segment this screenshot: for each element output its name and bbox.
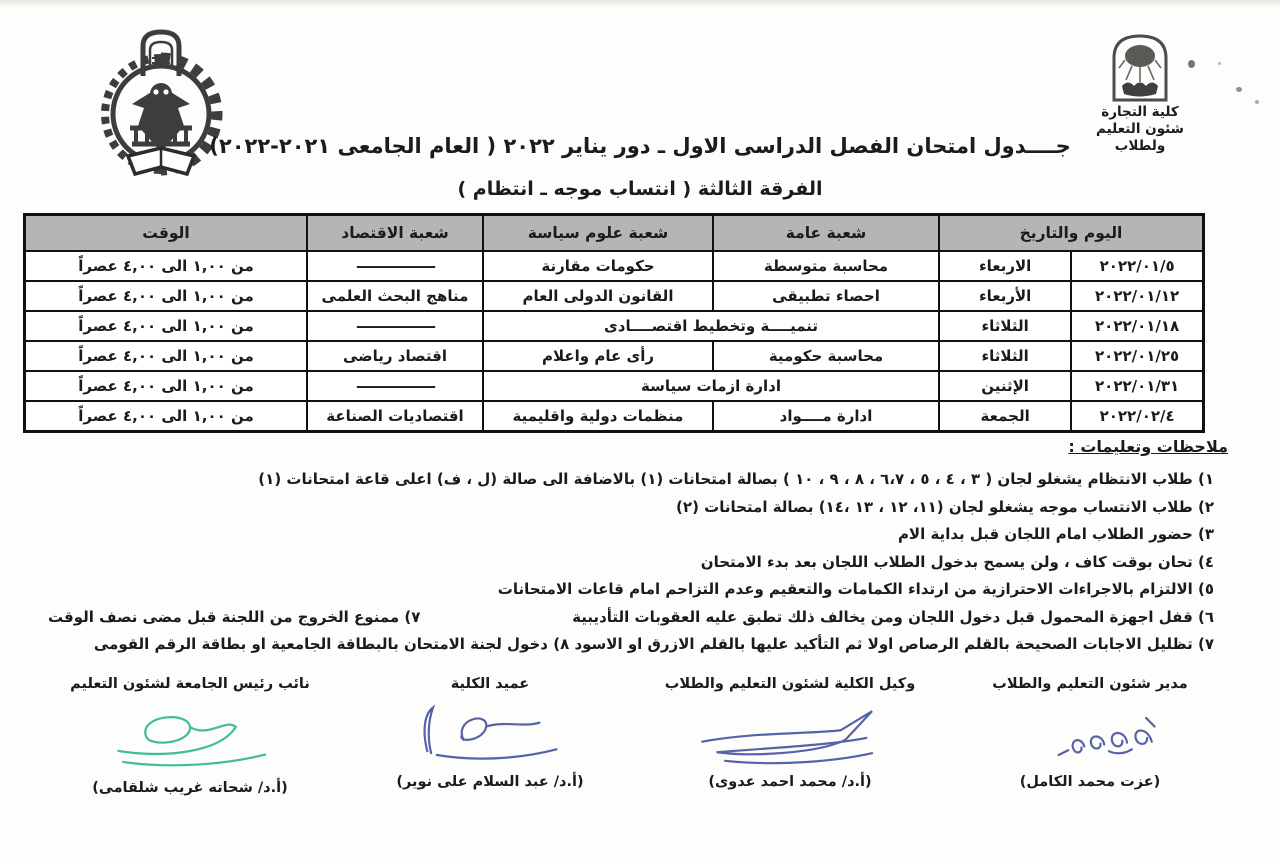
signature-block-education-affairs-director <box>940 676 1240 796</box>
ink-speck <box>1218 62 1221 65</box>
exam-subject-economics: مناهج البحث العلمى <box>307 281 483 311</box>
note-item: ٧) تظليل الاجابات الصحيحة بالقلم الرصاص اولا ثم التأكيد عليها بالقلم الازرق او الاسود ٨) دخول لجنة الامتحان بالبطاقة الجامعية او بطاقة الرقم القومى <box>93 635 1214 653</box>
exam-subject-economics: اقتصاد رياضى <box>307 341 483 371</box>
note-item: ٤) تحان بوقت كاف ، ولن يسمح بدخول الطلاب اللجان بعد بدء الامتحان <box>700 552 1214 571</box>
faculty-commerce-emblem-icon <box>86 28 236 183</box>
exam-subject-general: محاسبة متوسطة <box>713 251 939 281</box>
ink-speck <box>1255 100 1259 104</box>
notes-heading: ملاحظات وتعليمات : <box>1068 437 1228 456</box>
grade-subtitle: الفرقة الثالثة ( انتساب موجه ـ انتظام ) <box>457 178 823 200</box>
handwritten-signature-icon <box>995 700 1185 772</box>
col-header-general: شعبة عامة <box>713 215 939 252</box>
exam-time: من ١,٠٠ الى ٤,٠٠ عصراً <box>25 371 308 401</box>
handwritten-signature-icon <box>80 700 300 778</box>
table-row <box>25 251 1204 281</box>
university-logo-icon <box>1108 30 1172 104</box>
table-row <box>25 371 1204 401</box>
exam-subject-merged: تنميــــة وتخطيط اقتصــــادى <box>483 311 939 341</box>
signatory-name: (أ.د/ شحاته غريب شلقامى) <box>92 780 288 796</box>
signature-block-dean <box>340 676 640 796</box>
exam-subject-general: احصاء تطبيقى <box>713 281 939 311</box>
signatory-title: وكيل الكلية لشئون التعليم والطلاب <box>664 676 916 692</box>
signatures-section <box>40 676 1240 796</box>
handwritten-signature-icon <box>395 700 585 772</box>
signatory-name: (أ.د/ محمد احمد عدوى) <box>708 774 872 790</box>
exam-subject-political: حكومات مقارنة <box>483 251 713 281</box>
exam-subject-political: القانون الدولى العام <box>483 281 713 311</box>
exam-time: من ١,٠٠ الى ٤,٠٠ عصراً <box>25 281 308 311</box>
note-item: ٣) حضور الطلاب امام اللجان قبل بداية الام <box>897 525 1214 543</box>
col-header-time: الوقت <box>25 215 308 252</box>
exam-day: الثلاثاء <box>939 341 1071 371</box>
signatory-name: (عزت محمد الكامل) <box>1019 774 1161 790</box>
table-header-row <box>25 215 1204 252</box>
exam-subject-economics: —————— <box>307 311 483 341</box>
table-row <box>25 281 1204 311</box>
exam-time: من ١,٠٠ الى ٤,٠٠ عصراً <box>25 401 308 432</box>
exam-subject-economics: —————— <box>307 251 483 281</box>
exam-subject-merged: ادارة ازمات سياسة <box>483 371 939 401</box>
exam-subject-political: رأى عام واعلام <box>483 341 713 371</box>
signatory-title: عميد الكلية <box>450 676 530 692</box>
signatory-title: نائب رئيس الجامعة لشئون التعليم <box>70 676 310 692</box>
exam-subject-general: ادارة مــــواد <box>713 401 939 432</box>
exam-day: الثلاثاء <box>939 311 1071 341</box>
exam-subject-economics: —————— <box>307 371 483 401</box>
exam-subject-economics: اقتصاديات الصناعة <box>307 401 483 432</box>
scan-edge-smudge <box>0 0 1280 7</box>
exam-time: من ١,٠٠ الى ٤,٠٠ عصراً <box>25 251 308 281</box>
office-name: شئون التعليم ولطلاب <box>1096 121 1184 154</box>
exam-day: الأربعاء <box>939 281 1071 311</box>
exam-date: ٢٠٢٢/٠١/٢٥ <box>1071 341 1203 371</box>
exam-time: من ١,٠٠ الى ٤,٠٠ عصراً <box>25 341 308 371</box>
handwritten-signature-icon <box>685 700 895 772</box>
exam-day: الجمعة <box>939 401 1071 432</box>
note-item-row <box>48 604 1228 632</box>
college-name: كلية التجارة <box>1101 104 1179 120</box>
note-item: ٦) قفل اجهزة المحمول قبل دخول اللجان ومن يخالف ذلك تطبق عليه العقوبات التأديبية <box>572 607 1214 626</box>
note-item: ٧) ممنوع الخروج من اللجنة قبل مضى نصف الوقت <box>48 607 421 626</box>
exam-day: الاربعاء <box>939 251 1071 281</box>
exam-time: من ١,٠٠ الى ٤,٠٠ عصراً <box>25 311 308 341</box>
notes-section <box>48 437 1228 659</box>
signatory-name: (أ.د/ عبد السلام على نوير) <box>396 774 584 790</box>
exam-schedule-table <box>23 213 1205 433</box>
exam-date: ٢٠٢٢/٠١/٥ <box>1071 251 1203 281</box>
ink-speck <box>1236 87 1242 92</box>
note-item: ٥) الالتزام بالاجراءات الاحترازية من ارتداء الكمامات والتعقيم وعدم التزاحم امام قاعات الامتحانات <box>497 580 1214 598</box>
document-title: جــــدول امتحان الفصل الدراسى الاول ـ دور يناير ٢٠٢٢ ( العام الجامعى ٢٠٢١-٢٠٢٢) <box>209 134 1071 158</box>
note-item: ١) طلاب الانتظام يشغلو لجان ( ٣ ، ٤ ، ٥ ، ٦،٧ ، ٨ ، ٩ ، ١٠ ) بصالة امتحانات (١) بالاضافة الى صالة (ل ، ف) اعلى قاعة امتحانات (١) <box>258 470 1214 488</box>
exam-day: الإثنين <box>939 371 1071 401</box>
note-item: ٢) طلاب الانتساب موجه يشغلو لجان (١١، ١٢ ، ١٣ ،١٤) بصالة امتحانات (٢) <box>676 497 1214 516</box>
exam-subject-general: محاسبة حكومية <box>713 341 939 371</box>
faculty-commerce-emblem <box>86 28 236 183</box>
col-header-economics: شعبة الاقتصاد <box>307 215 483 252</box>
exam-subject-political: منظمات دولية واقليمية <box>483 401 713 432</box>
exam-date: ٢٠٢٢/٠١/٣١ <box>1071 371 1203 401</box>
col-header-day-date: اليوم والتاريخ <box>939 215 1204 252</box>
exam-date: ٢٠٢٢/٠٢/٤ <box>1071 401 1203 432</box>
exam-date: ٢٠٢٢/٠١/١٢ <box>1071 281 1203 311</box>
signature-block-vice-president <box>40 676 340 796</box>
table-row <box>25 401 1204 432</box>
exam-date: ٢٠٢٢/٠١/١٨ <box>1071 311 1203 341</box>
table-row <box>25 311 1204 341</box>
col-header-political: شعبة علوم سياسة <box>483 215 713 252</box>
signature-block-vice-dean <box>640 676 940 796</box>
table-row <box>25 341 1204 371</box>
signatory-title: مدير شئون التعليم والطلاب <box>992 676 1188 692</box>
